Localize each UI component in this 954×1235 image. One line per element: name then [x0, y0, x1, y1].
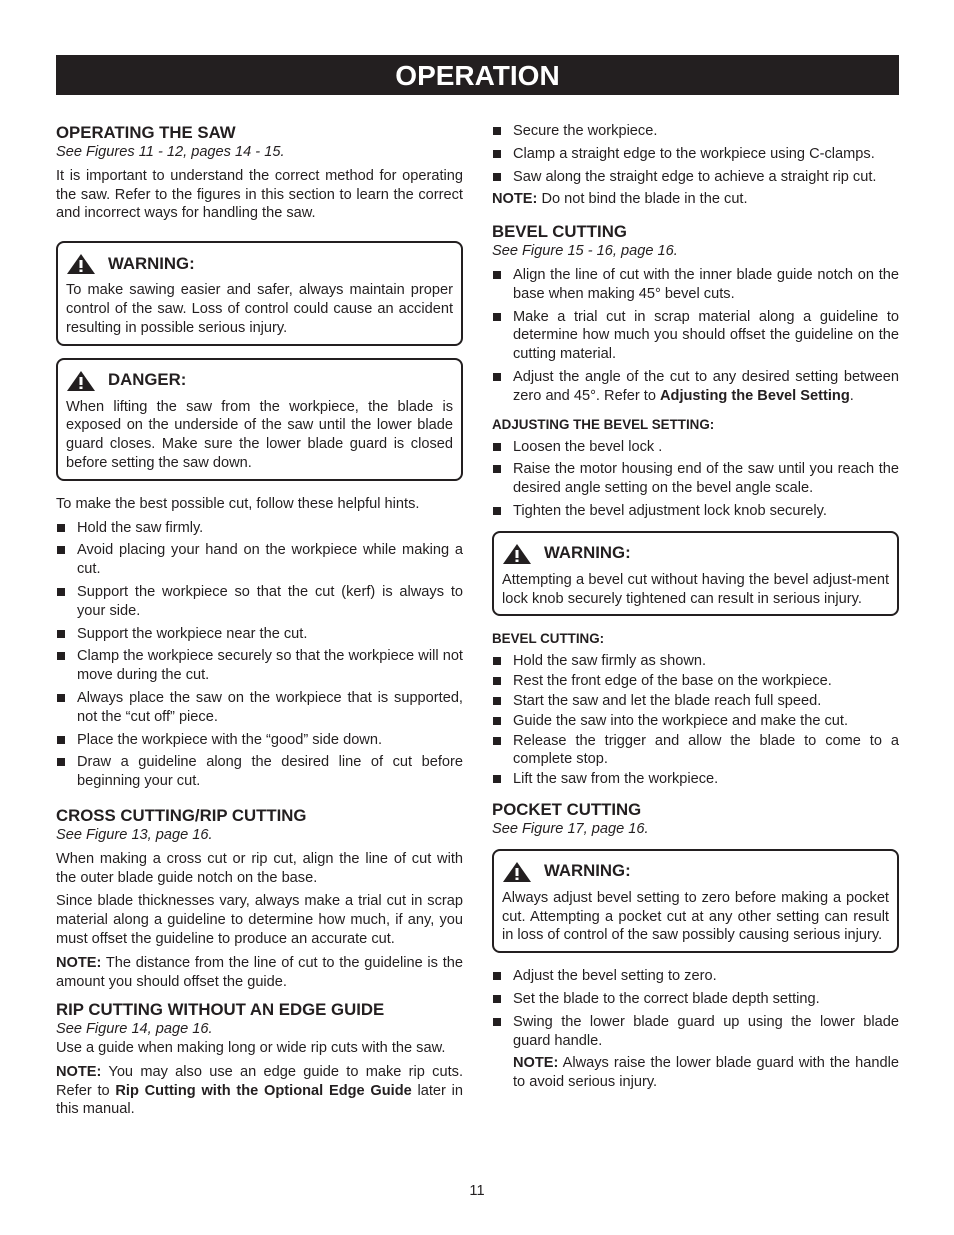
section-heading-bevel-cutting: BEVEL CUTTING	[492, 222, 627, 242]
warning-text: Always adjust bevel setting to zero before making a pocket cut. Attempting a pocket cut at any other setting can result in loss of control of the saw possibly causing serious injury.	[502, 889, 889, 944]
danger-text: When lifting the saw from the workpiece, the blade is exposed on the underside of the saw until the lower blade guard closes. Make sure the lower blade guard is closed before setting the saw down.	[66, 398, 453, 471]
warning-icon	[66, 253, 96, 275]
list-item: Place the workpiece with the “good” side down.	[56, 731, 463, 750]
warning-box	[492, 531, 899, 617]
list-item: Loosen the bevel lock .	[492, 438, 899, 457]
note-text: Always raise the lower blade guard with the handle to avoid serious injury.	[513, 1055, 899, 1091]
list-item: Release the trigger and allow the blade to come to a complete stop.	[492, 732, 899, 770]
note	[56, 1063, 463, 1119]
adjusting-list	[492, 438, 899, 521]
list-item: Support the workpiece so that the cut (kerf) is always to your side.	[56, 583, 463, 621]
list-item: Secure the workpiece.	[492, 122, 899, 141]
figure-reference: See Figure 17, page 16.	[492, 820, 649, 837]
list-item	[492, 368, 899, 406]
note-label: NOTE:	[56, 954, 102, 971]
list-item: Hold the saw firmly.	[56, 519, 463, 538]
list-item: Support the workpiece near the cut.	[56, 625, 463, 644]
bevel-cutting-list	[492, 652, 899, 789]
warning-title: WARNING:	[544, 543, 631, 563]
warning-text: Attempting a bevel cut without having the bevel adjust-ment lock knob securely tightened can result in serious injury.	[502, 571, 889, 607]
page-number: 11	[469, 1183, 485, 1199]
hints-list	[56, 519, 463, 791]
list-item: Avoid placing your hand on the workpiece while making a cut.	[56, 541, 463, 579]
figure-reference: See Figure 15 - 16, page 16.	[492, 243, 678, 260]
note-text: You may also use an edge guide to make rip cuts. Refer to	[56, 1063, 463, 1099]
danger-title: DANGER:	[108, 370, 187, 390]
section-heading-operating: OPERATING THE SAW	[56, 123, 236, 142]
warning-text: To make sawing easier and safer, always maintain proper control of the saw. Loss of control could cause an accident resulting in possible serious injury.	[66, 282, 453, 336]
list-item: Guide the saw into the workpiece and make the cut.	[492, 712, 899, 731]
list-item: Lift the saw from the workpiece.	[492, 770, 899, 789]
page-title: OPERATION	[56, 55, 899, 95]
paragraph: When making a cross cut or rip cut, align the line of cut with the outer blade guide notch on the base.	[56, 850, 463, 886]
paragraph: Use a guide when making long or wide rip cuts with the saw.	[56, 1040, 446, 1057]
danger-box	[56, 358, 463, 481]
list-item: Always place the saw on the workpiece that is supported, not the “cut off” piece.	[56, 689, 463, 727]
list-item: Set the blade to the correct blade depth setting.	[492, 990, 899, 1009]
note-emphasis: Rip Cutting with the Optional Edge Guide	[115, 1082, 412, 1099]
list-item: Adjust the bevel setting to zero.	[492, 967, 899, 986]
section-heading-rip-cutting: RIP CUTTING WITHOUT AN EDGE GUIDE	[56, 1000, 385, 1020]
note	[56, 954, 463, 992]
list-item: Align the line of cut with the inner blade guide notch on the base when making 45° bevel cuts.	[492, 266, 899, 304]
list-item: Clamp the workpiece securely so that the workpiece will not move during the cut.	[56, 647, 463, 685]
subheading-bevel-cutting: BEVEL CUTTING:	[492, 631, 605, 647]
note-text: Do not bind the blade in the cut.	[537, 191, 748, 208]
list-item: Hold the saw firmly as shown.	[492, 652, 899, 671]
warning-box	[492, 849, 899, 953]
warning-title: WARNING:	[108, 253, 195, 273]
note-text: later in this manual.	[56, 1082, 464, 1118]
section-heading-pocket-cutting: POCKET CUTTING	[492, 799, 642, 819]
list-item: Saw along the straight edge to achieve a straight rip cut.	[492, 168, 899, 187]
list-item-text: Adjust the angle of the cut to any desired setting between zero and 45°. Refer to	[513, 368, 899, 404]
figure-reference: See Figures 11 - 12, pages 14 - 15.	[56, 144, 285, 160]
paragraph: It is important to understand the correct method for operating the saw. Refer to the figures in this section to learn the correct and incorrect ways for handling the saw.	[56, 167, 463, 222]
list-item: Raise the motor housing end of the saw until you reach the desired angle setting on the bevel angle scale.	[492, 460, 899, 498]
rip-steps-list	[492, 122, 899, 186]
warning-icon	[502, 543, 532, 565]
pocket-list	[492, 967, 899, 1050]
subheading-adjusting-bevel: ADJUSTING THE BEVEL SETTING:	[492, 416, 715, 432]
list-item: Clamp a straight edge to the workpiece using C-clamps.	[492, 145, 899, 164]
note-label: NOTE:	[513, 1055, 559, 1072]
left-column	[56, 122, 463, 1124]
list-item: Rest the front edge of the base on the workpiece.	[492, 672, 899, 691]
warning-box	[56, 241, 463, 345]
list-item: Start the saw and let the blade reach full speed.	[492, 692, 899, 711]
note-label: NOTE:	[56, 1063, 102, 1080]
section-heading-cross-cutting: CROSS CUTTING/RIP CUTTING	[56, 805, 307, 825]
danger-icon	[66, 370, 96, 392]
figure-reference: See Figure 13, page 16.	[56, 826, 213, 843]
list-item: Swing the lower blade guard up using the lower blade guard handle.	[492, 1013, 899, 1051]
note-text: The distance from the line of cut to the guideline is the amount you should offset the guide.	[56, 954, 463, 990]
list-item-text: .	[849, 387, 854, 404]
figure-reference: See Figure 14, page 16.	[56, 1021, 213, 1038]
warning-title: WARNING:	[544, 861, 631, 881]
bevel-list	[492, 266, 899, 406]
list-item: Make a trial cut in scrap material along a guideline to determine how much you should offset the guideline on the cutting material.	[492, 308, 899, 364]
right-column	[492, 122, 899, 1097]
paragraph: Since blade thicknesses vary, always make a trial cut in scrap material along a guideline to determine how much, if any, you must offset the guideline to produce an accurate cut.	[56, 893, 463, 947]
note-label: NOTE:	[492, 191, 538, 208]
note	[492, 1054, 899, 1092]
note	[492, 190, 899, 209]
paragraph: To make the best possible cut, follow these helpful hints.	[56, 495, 420, 512]
list-item-emphasis: Adjusting the Bevel Setting	[660, 387, 850, 404]
list-item: Draw a guideline along the desired line of cut before beginning your cut.	[56, 753, 463, 791]
warning-icon	[502, 861, 532, 883]
list-item: Tighten the bevel adjustment lock knob securely.	[492, 502, 899, 521]
